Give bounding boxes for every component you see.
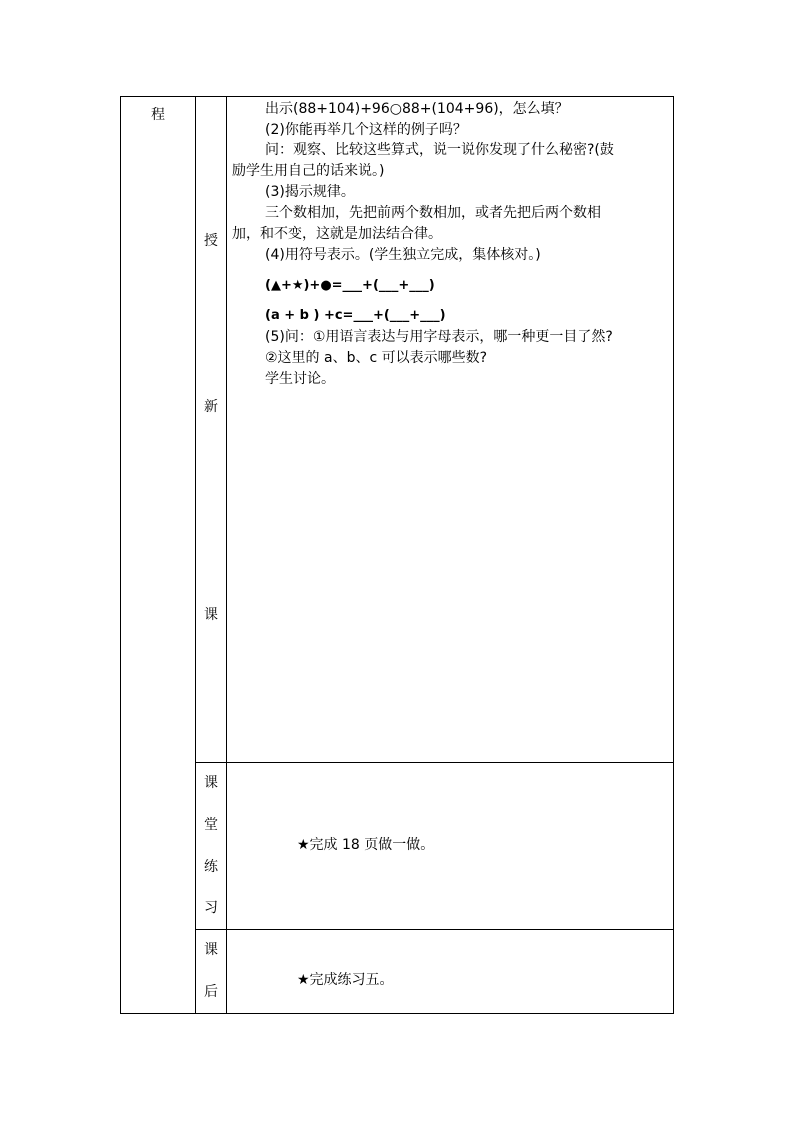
content-line: 学生讨论。	[265, 371, 335, 387]
section-label-char: 课	[204, 775, 218, 791]
table-border-right	[673, 96, 674, 1014]
section-label-char: 课	[204, 942, 218, 958]
content-line: 三个数相加，先把前两个数相加，或者先把后两个数相	[265, 205, 601, 221]
content-line: (3)揭示规律。	[265, 184, 355, 200]
section-label-char: 堂	[204, 817, 218, 833]
section-label-char: 课	[204, 607, 218, 623]
content-line: 励学生用自己的话来说。)	[232, 163, 385, 179]
content-line: 问：观察、比较这些算式，说一说你发现了什么秘密?(鼓	[265, 142, 614, 158]
row-divider-after	[195, 929, 674, 930]
section-label-char: 习	[204, 900, 218, 916]
content-line: (5)问：①用语言表达与用字母表示，哪一种更一目了然?	[265, 329, 613, 345]
table-border-bottom	[120, 1013, 674, 1014]
left-column-label: 程	[151, 107, 165, 123]
practice-content: ★完成 18 页做一做。	[297, 837, 435, 853]
formula-line: (a + b ) +c=___+(___+___)	[265, 308, 446, 323]
column-divider-2	[226, 96, 227, 1014]
formula-line: (▲+★)+●=___+(___+___)	[265, 278, 435, 293]
table-border-left	[120, 96, 121, 1014]
content-line: (2)你能再举几个这样的例子吗？	[265, 122, 467, 138]
content-line: 出示(88+104)+96○88+(104+96)，怎么填？	[265, 101, 569, 117]
section-label-char: 授	[204, 233, 218, 249]
table-border-top	[120, 96, 674, 97]
section-label-char: 后	[204, 984, 218, 1000]
content-line: ②这里的 a、b、c 可以表示哪些数?	[265, 350, 488, 366]
section-label-char: 新	[204, 399, 218, 415]
content-line: 加，和不变，这就是加法结合律。	[232, 226, 442, 242]
section-label-char: 练	[204, 859, 218, 875]
row-divider-practice	[195, 762, 674, 763]
content-line: (4)用符号表示。(学生独立完成，集体核对。)	[265, 247, 541, 263]
after-class-content: ★完成练习五。	[297, 972, 394, 988]
